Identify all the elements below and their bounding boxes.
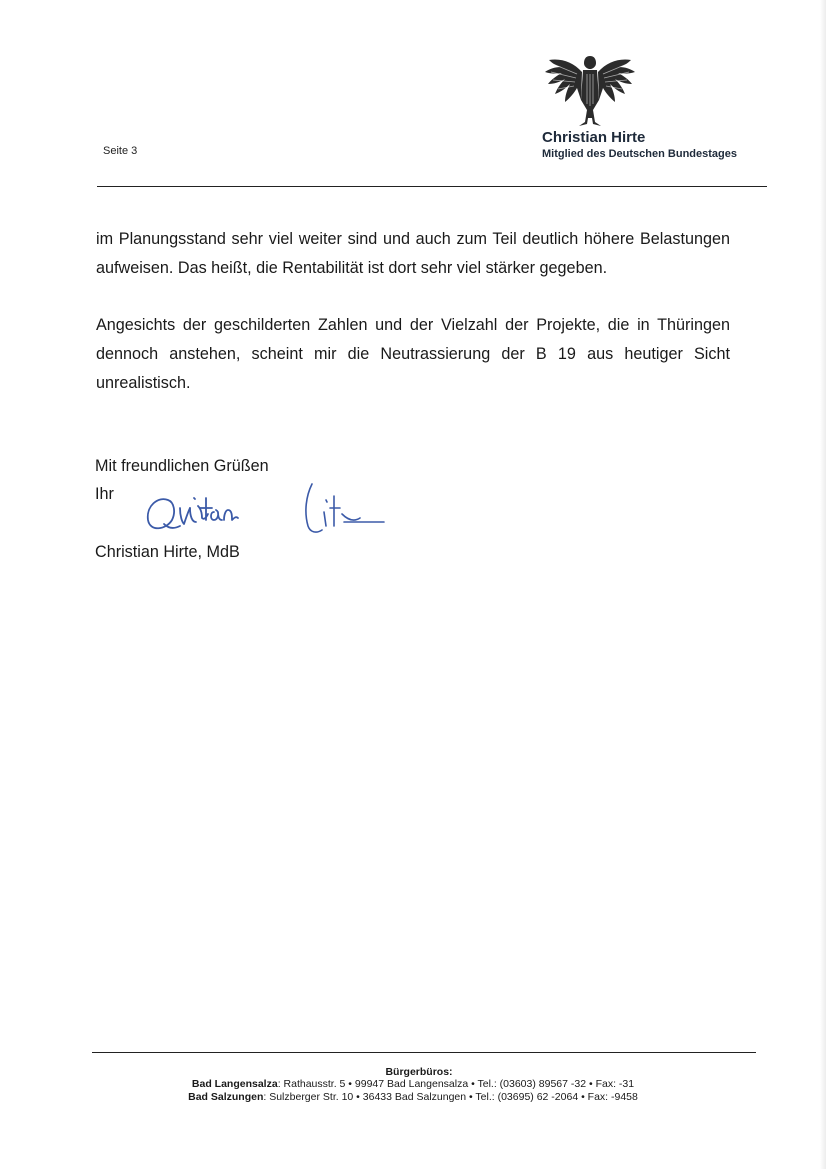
footer-office-details: : Sulzberger Str. 10 • 36433 Bad Salzungen • Tel.: (03695) 62 -2064 • Fax: -9458: [263, 1091, 638, 1103]
footer-office-city: Bad Salzungen: [188, 1091, 264, 1103]
footer-divider: [92, 1052, 756, 1053]
page-edge: [820, 0, 826, 1169]
page-number: Seite 3: [103, 145, 138, 157]
footer-office-city: Bad Langensalza: [191, 1078, 278, 1090]
sender-role: Mitglied des Deutschen Bundestages: [542, 148, 737, 160]
footer-office: [0, 1091, 826, 1104]
header-divider: [97, 186, 767, 187]
sender-block: [542, 129, 737, 160]
bundestag-eagle-logo: [543, 52, 637, 128]
body-paragraph: im Planungsstand sehr viel weiter sind und auch zum Teil deutlich höhere Belastungen aufweisen. Das heißt, die Rentabilität ist dort sehr viel stärker gegeben.: [96, 230, 730, 277]
footer-office: [0, 1078, 826, 1091]
signature-name: Christian Hirte, MdB: [95, 543, 240, 561]
footer-title: Bürgerbüros:: [385, 1066, 453, 1078]
footer: [0, 1066, 826, 1104]
sender-name: Christian Hirte: [542, 129, 646, 146]
body-paragraph: Angesichts der geschilderten Zahlen und der Vielzahl der Projekte, die in Thüringen dennoch anstehen, scheint mir die Neutrassierung der B 19 aus heutiger Sicht unrealistisch.: [96, 316, 730, 392]
footer-office-details: : Rathausstr. 5 • 99947 Bad Langensalza • Tel.: (03603) 89567 -32 • Fax: -31: [277, 1078, 635, 1090]
closing-greeting: Mit freundlichen Grüßen: [95, 457, 269, 475]
closing-ihr: Ihr: [95, 485, 114, 503]
handwritten-signature: [140, 478, 390, 550]
